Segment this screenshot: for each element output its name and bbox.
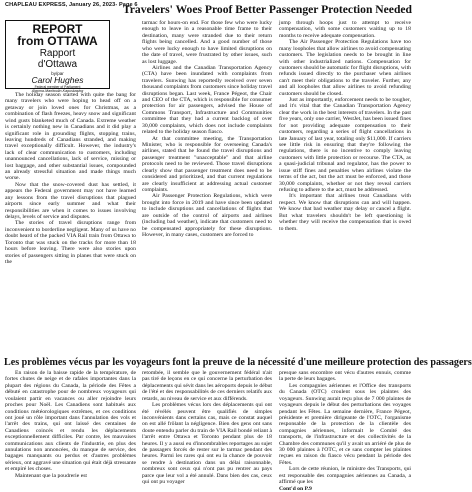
paragraph: Les problèmes vécus lors des déplacements qui ont été révélés peuvent être qualifiés de simples inconvénients dans certains cas, mais ce constat auquel on est allé frôlant la négligence. Bien des gens ont sans doute entendu parler du train de VIA Rail bondé reliant à l'arrêt entre Ottawa et Toronto pendant plus de 18 heures. Il y a aussi eu d'innombrables reportages au sujet de passagers forcés de rester sur le tarmac pendant des heures. Parmi les rares qui ont eu la chance de pouvoir se rendre à destination dans un délai raisonnable, nombreux sont ceux qui n'ont pas pu rentrer au pays parce que leur vol a été annulé. Dans bien des cas, ceux qui ont pu voyager xyxy=(142,402,272,486)
french-column-2 xyxy=(142,370,272,486)
paragraph: Now that the snow-covered dust has settled, it appears the Federal government may not have learned any lessons from the travel disruptions that plagued airports since early summer and what their responsibilities are when it comes to issues involving delays, levels of service and disputes. xyxy=(5,181,136,221)
paragraph: Maintenant que la poudrerie est xyxy=(15,472,88,479)
logo-line-report: REPORT xyxy=(32,22,83,36)
paragraph: Les compagnies aériennes et l'Office des transports du Canada (OTC) croulent sous les plaintes des voyageurs. Sunwing aurait reçu plus de 7 000 plaintes de voyageurs depuis le début des perturbations des voyages pendant les Fêtes. La semaine dernière, France Pégeot, présidente et première dirigeante de l'OTC, l'organisme responsable de la protection de la clientèle des compagnies aériennes, informait le Comité des transports, de l'infrastructure et des collectivités de la Chambre des communes qu'il y avait un arriéré de plus de 30 000 plaintes à l'OTC, et ce sans compter les plaintes reçues en raison du fiasco vécu pendant la période des Fêtes. xyxy=(279,382,411,466)
english-column-2 xyxy=(142,20,272,356)
paragraph: Lors de cette réunion, le ministre des Transports, qui est responsable des compagnies aériennes au Canada, a affirmé que les xyxy=(279,466,411,486)
masthead: CHAPLEAU EXPRESS, January 26, 2023- Page 6 xyxy=(5,2,138,8)
paragraph: Airlines and the Canadian Transportation Agency (CTA) have been inundated with complaints from travelers. Sunwing has reportedly received over seven thousand complaints from customers since holiday travel disruptions began. Last week, France Pégeot, the Chair and CEO of the CTA, which is responsible for consumer protection for air passengers, advised the House of Commons Transport, Infrastructure and Communities committee that they had a current backlog of over 30,000 complaints, which does not include complaints related to the holiday season fiasco. xyxy=(142,64,272,136)
paragraph: Just as importantly, enforcement needs to be tougher, and it's vital that the Canadian Transportation Agency clear the work in the best interests of travelers. In the past five years, only one carrier, WestJet, has been issued fines for not providing adequate compensation to their customers, regarding a series of flight cancellations in late January of last year, totaling only $11,000. If carriers see little risk in ensuring that they're following the regulations, there is no incentive to comply leaving customers with little protection or recourse. The CTA, as a quasi-judicial tribunal and regulator, has the power to issue stiff fines and penalties when airlines violate the terms of the act, but the act must be enforced, and those 30,000 complaints, whether or not they reveal carriers refusing to adhere to the act, must be addressed. xyxy=(279,97,411,193)
paragraph: En raison de la baisse rapide de la température, de fortes chutes de neige et de rafales importantes dans la plupart des régions du Canada, la période des Fêtes a débuté en catastrophe pour de nombreux voyageurs qui voulaient partir en vacances ou aller rejoindre leurs proches pour Noël. Les Canadiens sont habitués aux conditions météorologiques extrêmes, et ces conditions ont joué un rôle important dans l'annulation des vols et l'arrêt des trains, qui ont laissé des centaines de Canadiens coincés et rendu les déplacements exceptionnellement difficiles. Par contre, les mauvaises communications aux clients de l'industrie, en plus des annulations non annoncées, du manque de service, des bagages manquants ou perdus et d'autres problèmes sérieux, ont aggravé une situation qui était déjà stressante et empiré les choses. xyxy=(5,370,136,473)
paragraph: jump through hoops just to attempt to receive compensation, with some customers waiting up to 18 months to receive adequate compensation. xyxy=(279,20,411,39)
logo-line-from-ottawa: from OTTAWA xyxy=(17,34,98,48)
logo-riding-name: Algoma-Manitoulin-Kapuskasing xyxy=(31,89,84,93)
logo-author-name: Carol Hughes xyxy=(31,75,84,85)
headline-english: Travelers' Woes Proof Better Passenger Protection Needed xyxy=(122,3,412,16)
report-from-ottawa-logo xyxy=(5,20,110,93)
english-column-3 xyxy=(279,20,411,356)
paragraph: The stories of travel disruptions range from inconvenient to borderline negligent. Many of us have no doubt heard of the packed VIA Rail train from Ottawa to Toronto that was stuck on the tracks for more than 18 hours before leaving. There were also stories upon stories of passengers sitting in planes that were stuck on the xyxy=(5,220,136,265)
paragraph: presque sans encombre ont vécu d'autres ennuis, comme la perte de leurs bagages. xyxy=(279,370,411,383)
english-column-1 xyxy=(5,92,136,356)
paragraph: Air Passenger Protection Regulations, which were brought into force in 2019 and have since been updated to include disruptions and cancellations of flights that are outside of the control of airports and airlines (including bad weather), indicate that customers need to be compensated appropriately for these disruptions. However, in many cases, customers are forced to xyxy=(142,193,272,238)
french-column-1 xyxy=(5,370,136,478)
logo-line-dottawa: d'Ottawa xyxy=(37,59,78,70)
continued-on-page-note: Cont'd on P.9 xyxy=(279,485,312,492)
paragraph: The Air Passenger Protection Regulations have too many loopholes that allow airlines to avoid compensating customers. The legislation needs to be brought in line with other industrialized nations. Compensation for customers should be automatic for flight disruptions, with refunds issued directly to the purchaser when airlines can't meet their obligations to the traveler. Further, any and all loopholes that allow airlines to avoid refunding customers should be closed. xyxy=(279,39,411,97)
paragraph: retombée, il semble que le gouvernement fédéral n'ait pas tiré de leçons en ce qui concerne la perturbation des déplacements qui sévit dans les aéroports depuis le début de l'été et des responsabilités de ces derniers relatifs aux retards, au niveau de service et aux différends. xyxy=(142,370,272,402)
paragraph: The holiday season started with quite the bang for many travelers who were hoping to head off on a getaway or join loved ones for Christmas, as a combination of flash freezes, heavy snow and significant wind gusts blanketed much of Canada. Extreme weather is certainly nothing new in Canadians and it did play a significant role in grounding flights, stopping trains, leaving hundreds of Canadians stranded, and making travel exceptionally difficult. However, the industry's lack of clear communication to customers, including unannounced cancellations, lack of service, missing or lost baggage, and other substantial issues, compounded an already stressful situation and made things much worse. xyxy=(5,92,136,182)
french-column-3 xyxy=(279,370,411,492)
logo-line-by-par: by/par xyxy=(51,71,64,76)
headline-french: Les problèmes vécus par les voyageurs font la preuve de la nécessité d'une meilleure protection des passagers xyxy=(4,357,472,368)
paragraph: At that committee meeting, the Transportation Minister, who is responsible for overseeing Canada's airlines, stated that he found the travel disruptions and passenger treatment "unacceptable" and that airline protocols need to be reviewed. Those travel disruptions clearly show that passenger treatment does need to be considered and prioritized, and that current regulations are clearly insufficient at addressing actual customer complaints. xyxy=(142,135,272,193)
paragraph: It's important that airlines treat Canadians with respect. We know that disruptions can and will happen. We know that bad weather may delay or cancel a flight. But what travelers shouldn't be left questioning is whether they will receive the compensation that is owed to them. xyxy=(279,193,411,232)
paragraph: tarmac for hours-on end. For those few who were lucky enough to leave in a reasonable time frame to their destination, many were stranded due to their return flights being cancelled. And a good number of those who were lucky enough to have limited disruptions on the date of travel, were frustrated by other issues, such as lost luggage. xyxy=(142,20,272,65)
logo-author-title: Federal member of Parliament xyxy=(34,85,81,89)
logo-line-rapport: Rapport xyxy=(39,48,76,59)
